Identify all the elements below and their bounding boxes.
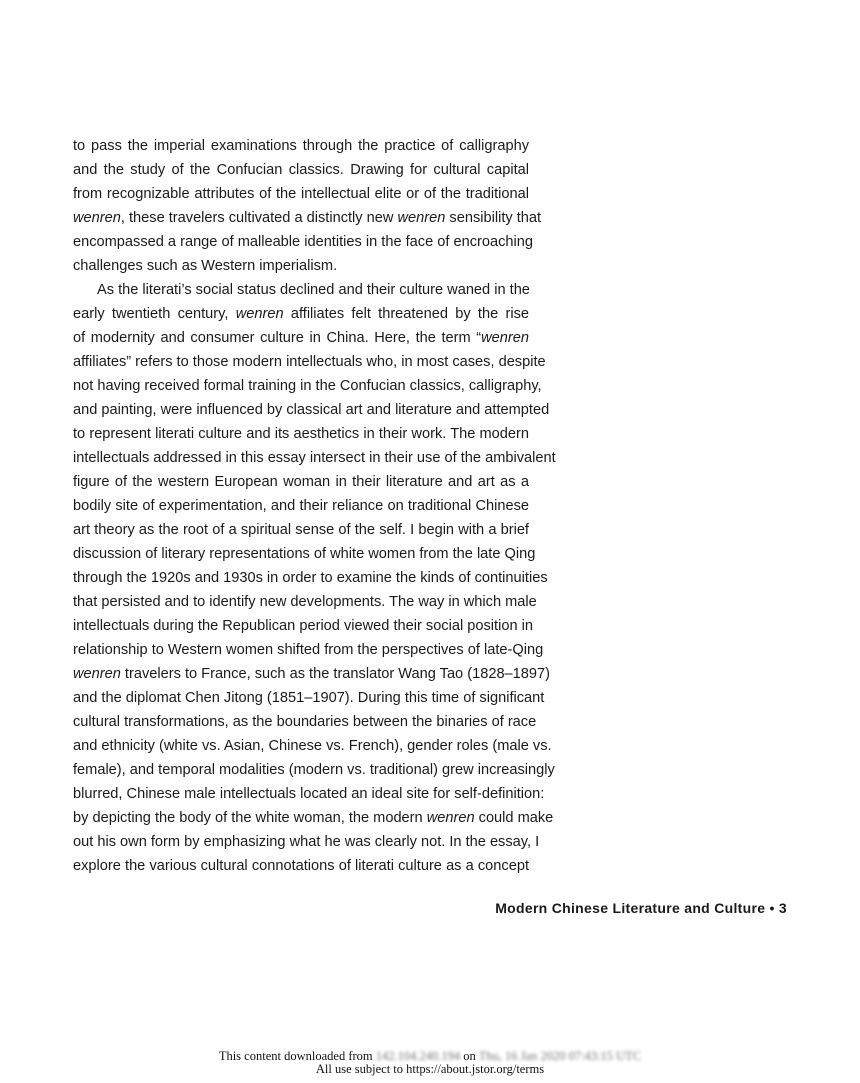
text-line (73, 206, 542, 230)
paragraph (73, 278, 556, 878)
text-run: As the literati’s social status declined and their culture waned in the (97, 282, 530, 298)
redacted-date: Thu, 16 Jan 2020 07:43:15 UTC (478, 1049, 642, 1063)
text-line (73, 662, 551, 686)
text-run: to pass the imperial examinations through the practice of calligraphy (73, 138, 529, 154)
text-run: explore the various cultural connotations of literati culture as a concept (73, 858, 529, 874)
text-line (73, 590, 537, 614)
text-line (73, 518, 529, 542)
text-line (73, 134, 529, 158)
text-run: intellectuals addressed in this essay intersect in their use of the ambivalent (73, 450, 556, 466)
text-line (73, 230, 533, 254)
text-run: and the study of the Confucian classics. Drawing for cultural capital (73, 162, 529, 178)
text-run: and painting, were influenced by classical art and literature and attempted (73, 402, 550, 418)
text-line (73, 758, 555, 782)
text-run: affiliates” refers to those modern intellectuals who, in most cases, despite (73, 354, 546, 370)
text-run: art theory as the root of a spiritual sense of the self. I begin with a brief (73, 522, 529, 538)
text-line (73, 470, 529, 494)
text-run: bodily site of experimentation, and their reliance on traditional Chinese (73, 498, 529, 514)
text-run: by depicting the body of the white woman, the modern (73, 810, 427, 826)
text-run: travelers to France, such as the translator Wang Tao (1828–1897) (120, 666, 551, 682)
text-line (73, 710, 537, 734)
text-run: and the diplomat Chen Jitong (1851–1907). During this time of significant (73, 690, 545, 706)
text-run: to represent literati culture and its aesthetics in their work. The modern (73, 426, 529, 442)
text-line (73, 278, 529, 302)
text-run: early twentieth century, (73, 306, 236, 322)
text-run: relationship to Western women shifted from the perspectives of late-Qing (73, 642, 544, 658)
jstor-terms-line: All use subject to https://about.jstor.org/terms (315, 1062, 545, 1076)
text-run: and ethnicity (white vs. Asian, Chinese vs. French), gender roles (male vs. (73, 738, 552, 754)
paragraph (73, 134, 542, 278)
italic-term: wenren (481, 330, 529, 346)
redacted-ip: 142.104.240.194 (375, 1049, 461, 1063)
text-line (73, 494, 529, 518)
italic-term: wenren (397, 210, 446, 226)
italic-term: wenren (426, 810, 475, 826)
text-run: figure of the western European woman in their literature and art as a (73, 474, 529, 490)
text-run: from recognizable attributes of the intellectual elite or of the traditional (73, 186, 529, 202)
text-run: not having received formal training in the Confucian classics, calligraphy, (73, 378, 542, 394)
text-line (73, 542, 536, 566)
text-line (73, 302, 529, 326)
text-run: cultural transformations, as the boundaries between the binaries of race (73, 714, 537, 730)
text-line (73, 734, 552, 758)
italic-term: wenren (73, 666, 121, 682)
text-run: sensibility that (445, 210, 542, 226)
text-line (73, 614, 533, 638)
running-footer: Modern Chinese Literature and Culture • 3 (495, 900, 787, 916)
text-line (73, 350, 546, 374)
text-run: affiliates felt threatened by the rise (283, 306, 529, 322)
text-line (73, 398, 550, 422)
download-text: This content downloaded from (218, 1049, 376, 1063)
text-run: challenges such as Western imperialism. (73, 258, 338, 274)
text-line (73, 158, 529, 182)
text-line (73, 254, 529, 278)
italic-term: wenren (73, 210, 121, 226)
text-run: discussion of literary representations of white women from the late Qing (73, 546, 536, 562)
text-line (73, 782, 545, 806)
text-run: female), and temporal modalities (modern vs. traditional) grew increasingly (73, 762, 555, 778)
text-line (73, 638, 544, 662)
text-run: through the 1920s and 1930s in order to examine the kinds of continuities (73, 570, 548, 586)
text-line (73, 326, 529, 350)
on-text: on (460, 1049, 479, 1063)
jstor-notice (0, 1050, 860, 1076)
text-run: , these travelers cultivated a distinctly new (120, 210, 398, 226)
text-run: blurred, Chinese male intellectuals located an ideal site for self-definition: (73, 786, 545, 802)
jstor-download-line (0, 1050, 860, 1063)
text-line (73, 446, 556, 470)
text-line (73, 830, 540, 854)
text-run: encompassed a range of malleable identities in the face of encroaching (73, 234, 533, 250)
text-run: of modernity and consumer culture in China. Here, the term “ (73, 330, 482, 346)
text-run: that persisted and to identify new developments. The way in which male (73, 594, 537, 610)
text-line (73, 422, 529, 446)
text-line (73, 374, 542, 398)
text-line (73, 854, 529, 878)
body-text (73, 134, 556, 878)
text-line (73, 806, 554, 830)
text-run: could make (474, 810, 554, 826)
italic-term: wenren (235, 306, 284, 322)
text-run: out his own form by emphasizing what he was clearly not. In the essay, I (73, 834, 540, 850)
text-line (73, 182, 529, 206)
text-run: intellectuals during the Republican period viewed their social position in (73, 618, 533, 634)
text-line (73, 686, 545, 710)
text-line (73, 566, 548, 590)
